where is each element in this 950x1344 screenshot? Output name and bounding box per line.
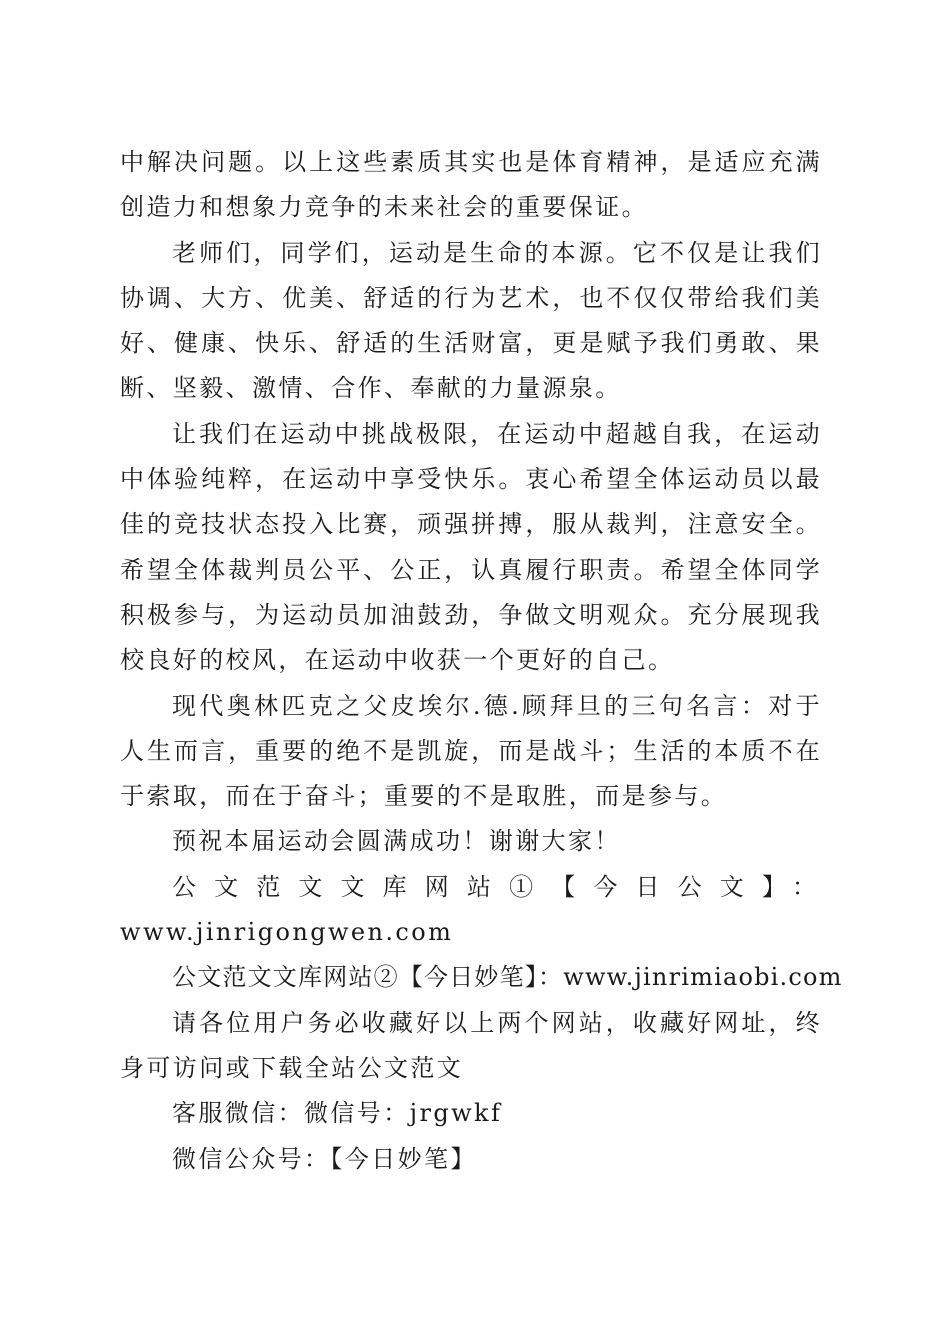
wechat-service: 客服微信：微信号：jrgwkf bbox=[172, 1099, 503, 1128]
paragraph-5: 预祝本届运动会圆满成功！谢谢大家！ bbox=[172, 827, 621, 856]
paragraph-3: 让我们在运动中挑战极限，在运动中超越自我，在运动中体验纯粹，在运动中享受快乐。衷心希望全体运动员以最佳的竞技状态投入比赛，顽强拼搏，服从裁判，注意安全。希望全体裁判员公平、公正，认真履行职责。希望全体同学积极参与，为运动员加油鼓劲，争做文明观众。充分展现我校良好的校风，在运动中收获一个更好的自己。 bbox=[120, 419, 822, 675]
document-body bbox=[120, 140, 843, 1182]
notice-paragraph: 请各位用户务必收藏好以上两个网站，收藏好网址，终身可访问或下载全站公文范文 bbox=[120, 1008, 822, 1082]
wechat-official: 微信公众号：【今日妙笔】 bbox=[172, 1144, 477, 1173]
paragraph-2: 老师们，同学们，运动是生命的本源。它不仅是让我们协调、大方、优美、舒适的行为艺术，也不仅仅带给我们美好、健康、快乐、舒适的生活财富，更是赋予我们勇敢、果断、坚毅、激情、合作、奉献的力量源泉。 bbox=[120, 238, 822, 403]
site-2-line: 公文范文文库网站②【今日妙笔】：www.jinrimiaobi.com bbox=[172, 963, 843, 992]
paragraph-1: 中解决问题。以上这些素质其实也是体育精神，是适应充满创造力和想象力竞争的未来社会的重要保证。 bbox=[120, 148, 822, 222]
paragraph-4: 现代奥林匹克之父皮埃尔.德.顾拜旦的三句名言：对于人生而言，重要的绝不是凯旋，而是战斗；生活的本质不在于索取，而在于奋斗；重要的不是取胜，而是参与。 bbox=[120, 691, 822, 811]
site-1-url: www.jinrigongwen.com bbox=[120, 918, 454, 947]
site-1-label: 公文范文文库网站①【今日公文】： bbox=[172, 872, 822, 901]
